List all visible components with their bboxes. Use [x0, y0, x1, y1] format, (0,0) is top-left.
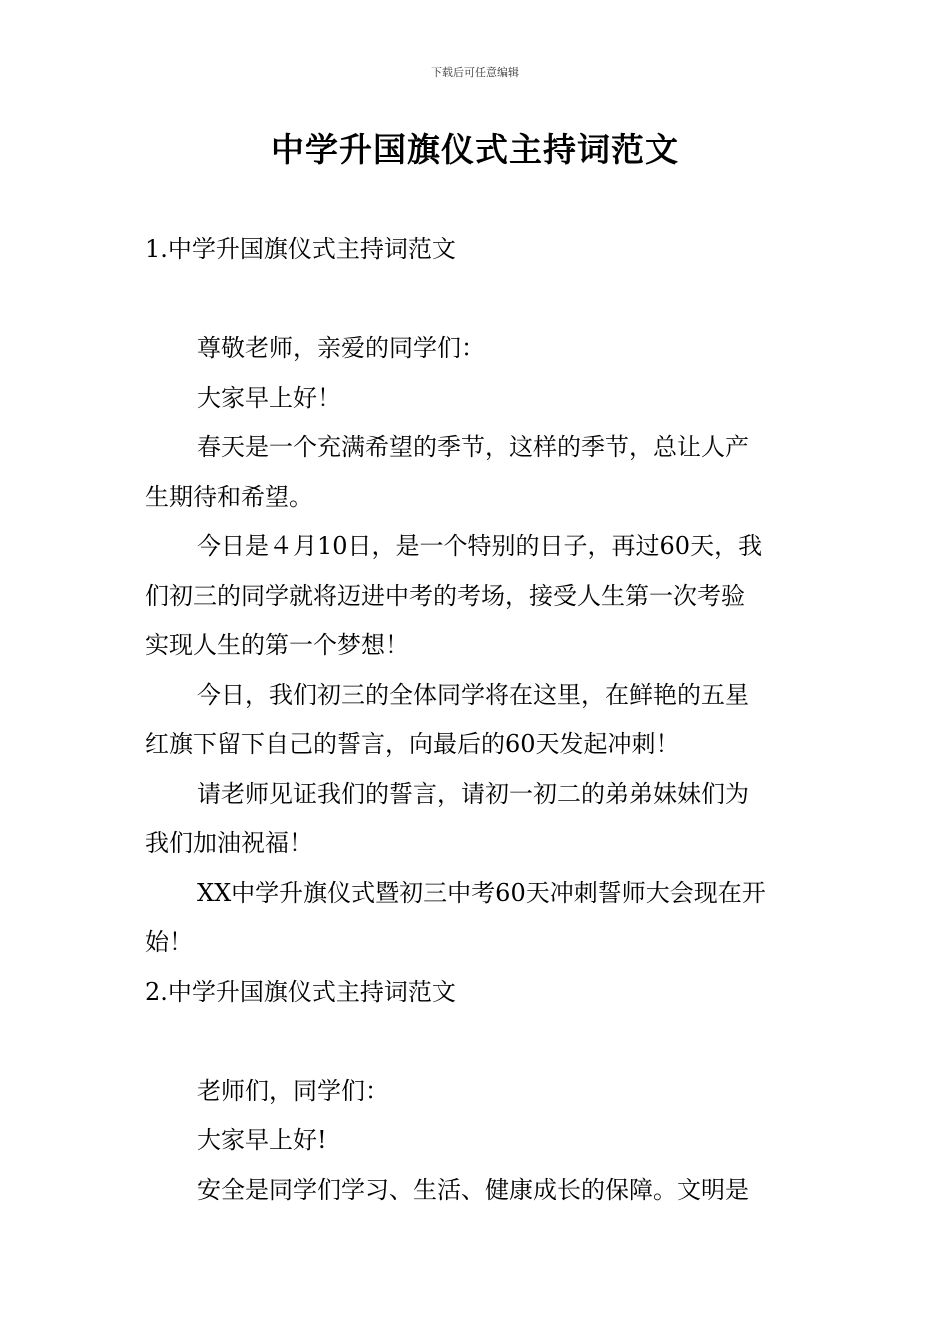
paragraph-line: 今日，我们初三的全体同学将在这里，在鲜艳的五星	[197, 680, 749, 709]
paragraph-line: 今日是４月10日，是一个特别的日子，再过60天，我	[197, 532, 763, 560]
paragraph-line: 安全是同学们学习、生活、健康成长的保障。文明是	[197, 1175, 749, 1204]
paragraph-line: 实现人生的第一个梦想！	[145, 631, 409, 659]
document-title: 中学升国旗仪式主持词范文	[271, 130, 679, 169]
document-body	[145, 225, 810, 1215]
blank-line	[145, 1017, 810, 1067]
header-note: 下载后可任意编辑	[431, 66, 519, 79]
paragraph-line: 我们加油祝福！	[145, 829, 313, 857]
paragraph-line: 始！	[145, 928, 193, 956]
paragraph-line: XX中学升旗仪式暨初三中考60天冲刺誓师大会现在开	[197, 878, 766, 907]
paragraph-line: 尊敬老师，亲爱的同学们：	[197, 334, 485, 362]
paragraph-line: 红旗下留下自己的誓言，向最后的60天发起冲刺！	[145, 730, 680, 758]
blank-line	[145, 275, 810, 325]
paragraph-line: 生期待和希望。	[145, 482, 313, 511]
paragraph-line: 们初三的同学就将迈进中考的考场，接受人生第一次考验	[145, 581, 745, 610]
paragraph-line: 大家早上好！	[197, 383, 341, 412]
section-heading-1: 1.中学升国旗仪式主持词范文	[145, 235, 456, 263]
section-heading-2: 2.中学升国旗仪式主持词范文	[145, 977, 456, 1006]
paragraph-line: 大家早上好!	[197, 1126, 327, 1154]
paragraph-line: 老师们，同学们：	[197, 1076, 389, 1105]
paragraph-line: 春天是一个充满希望的季节，这样的季节，总让人产	[197, 433, 749, 461]
paragraph-line: 请老师见证我们的誓言，请初一初二的弟弟妹妹们为	[197, 779, 749, 808]
